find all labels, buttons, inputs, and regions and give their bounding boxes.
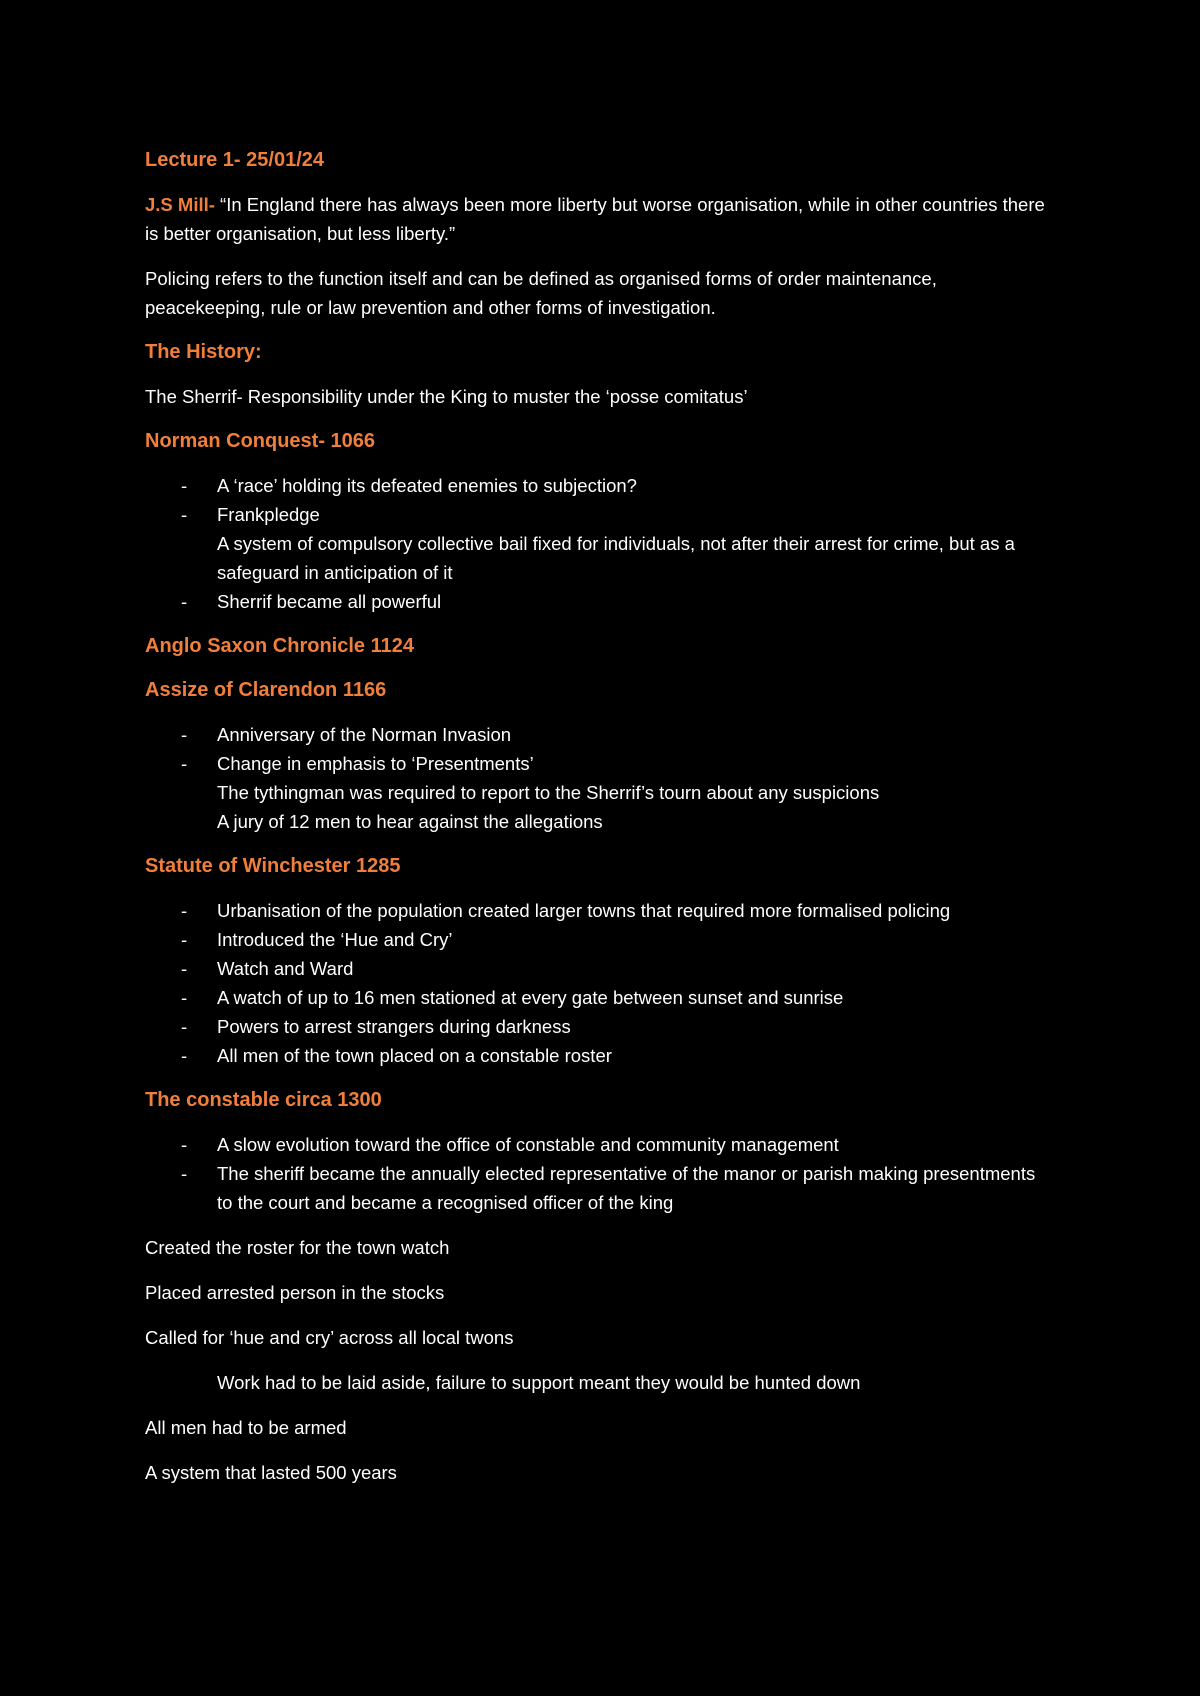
document-page	[145, 146, 1045, 1503]
list-item-text: Powers to arrest strangers during darkness	[217, 1016, 571, 1037]
list-item	[145, 1159, 1045, 1217]
bullet-dash: -	[181, 1045, 188, 1066]
assize-list	[145, 720, 1045, 836]
list-item-subtext: The tythingman was required to report to the Sherrif’s tourn about any suspicions	[217, 782, 880, 803]
list-item-text: Urbanisation of the population created larger towns that required more formalised policing	[217, 900, 951, 921]
work-line: Work had to be laid aside, failure to support meant they would be hunted down	[217, 1372, 861, 1393]
list-item	[145, 925, 1045, 954]
list-item	[145, 983, 1045, 1012]
constable-list	[145, 1130, 1045, 1217]
roster-line: Created the roster for the town watch	[145, 1237, 450, 1258]
list-item-subtext: A system of compulsory collective bail fixed for individuals, not after their arrest for crime, but as a safeguard in anticipation of it	[217, 533, 1015, 583]
list-item	[145, 587, 1045, 616]
hue-line: Called for ‘hue and cry’ across all local twons	[145, 1327, 514, 1348]
bullet-dash: -	[181, 1016, 188, 1037]
list-item-text: Sherrif became all powerful	[217, 591, 442, 612]
anglo-saxon-heading: Anglo Saxon Chronicle 1124	[145, 635, 414, 657]
list-item	[145, 720, 1045, 749]
winchester-heading: Statute of Winchester 1285	[145, 855, 401, 877]
bullet-dash: -	[181, 753, 188, 774]
bullet-dash: -	[181, 958, 188, 979]
norman-conquest-heading: Norman Conquest- 1066	[145, 430, 376, 452]
bullet-dash: -	[181, 929, 188, 950]
list-item-text: All men of the town placed on a constable roster	[217, 1045, 612, 1066]
list-item-text: Change in emphasis to ‘Presentments’	[217, 753, 534, 774]
assize-heading: Assize of Clarendon 1166	[145, 679, 387, 701]
list-item	[145, 1041, 1045, 1070]
stocks-line: Placed arrested person in the stocks	[145, 1282, 445, 1303]
bullet-dash: -	[181, 1134, 188, 1155]
lasted-line: A system that lasted 500 years	[145, 1462, 397, 1483]
sherrif-line: The Sherrif- Responsibility under the King to muster the ‘posse comitatus’	[145, 386, 748, 407]
list-item-subtext: A jury of 12 men to hear against the allegations	[217, 811, 603, 832]
list-item	[145, 500, 1045, 587]
list-item-text: A watch of up to 16 men stationed at every gate between sunset and sunrise	[217, 987, 844, 1008]
list-item	[145, 1130, 1045, 1159]
winchester-list	[145, 896, 1045, 1070]
bullet-dash: -	[181, 591, 188, 612]
list-item	[145, 471, 1045, 500]
bullet-dash: -	[181, 900, 188, 921]
policing-definition: Policing refers to the function itself and can be defined as organised forms of order maintenance, peacekeeping, rule or law prevention and other forms of investigation.	[145, 268, 937, 318]
list-item-text: Watch and Ward	[217, 958, 354, 979]
bullet-dash: -	[181, 475, 188, 496]
history-heading: The History:	[145, 341, 262, 363]
quote-text: “In England there has always been more liberty but worse organisation, while in other countries there is better organisation, but less liberty.”	[145, 194, 1045, 244]
list-item	[145, 896, 1045, 925]
norman-conquest-list	[145, 471, 1045, 616]
list-item-text: The sheriff became the annually elected representative of the manor or parish making presentments to the court and became a recognised officer of the king	[217, 1163, 1036, 1213]
list-item	[145, 749, 1045, 836]
quote-speaker: J.S Mill-	[145, 194, 215, 215]
armed-line: All men had to be armed	[145, 1417, 347, 1438]
list-item	[145, 954, 1045, 983]
bullet-dash: -	[181, 504, 188, 525]
list-item-text: Anniversary of the Norman Invasion	[217, 724, 512, 745]
list-item-text: Frankpledge	[217, 504, 320, 525]
list-item-text: A ‘race’ holding its defeated enemies to subjection?	[217, 475, 637, 496]
lecture-title: Lecture 1- 25/01/24	[145, 149, 324, 171]
bullet-dash: -	[181, 724, 188, 745]
list-item-text: A slow evolution toward the office of constable and community management	[217, 1134, 839, 1155]
constable-heading: The constable circa 1300	[145, 1089, 382, 1111]
mill-quote	[145, 190, 1045, 248]
bullet-dash: -	[181, 987, 188, 1008]
bullet-dash: -	[181, 1163, 188, 1184]
list-item	[145, 1012, 1045, 1041]
list-item-text: Introduced the ‘Hue and Cry’	[217, 929, 453, 950]
